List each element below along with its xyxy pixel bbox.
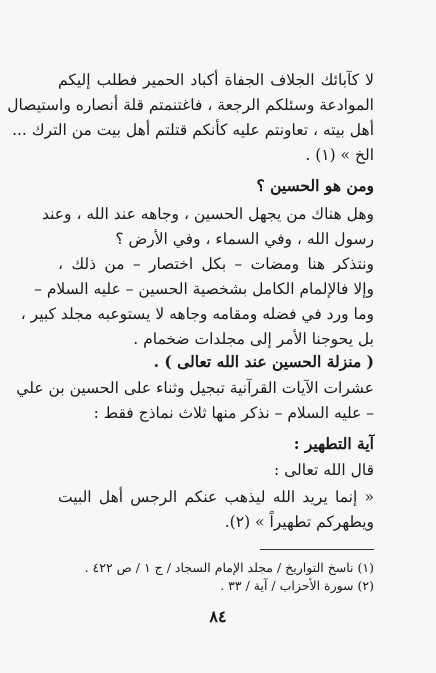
body-line-10: بل يحوجنا الأمر إلى مجلدات ضخمام . (133, 330, 374, 348)
body-line-12: – عليه السلام – نذكر منها ثلاث نماذج فقط : (93, 404, 374, 422)
body-line-1: لا كآبائك الجلاف الجفاة أكباد الحمير فطلب إليكم (58, 71, 374, 89)
body-line-9: وما ورد في فضله ومقامه وجاهه لا يستوعبه مجلد كبير ، (20, 305, 374, 323)
section-heading-purification-verse: آية التطهير : (293, 434, 374, 453)
body-line-13: قال الله تعالى : (273, 461, 374, 479)
footnote-1: (١) ناسخ التواريخ / مجلد الإمام السجاد / ج ١ / ص ٤٢٢ . (84, 560, 374, 575)
body-line-8: وإلا فالإلمام الكامل بشخصية الحسين – عليه السلام – (34, 280, 374, 298)
quran-verse-line-1: « إنما يريد الله ليذهب عنكم الرجس أهل البيت (58, 488, 374, 506)
body-line-7: ونتذكر هنا ومضات – بكل اختصار – من ذلك ، (58, 255, 374, 273)
footnote-2: (٢) سورة الأحزاب / آية / ٣٣ . (220, 578, 374, 593)
body-line-2: الموادعة وسئلكم الرجعة ، فاغتنمتم قلة أنصاره واستيصال (7, 96, 374, 114)
section-heading-who-is-hussein: ومن هو الحسين ؟ (256, 176, 374, 195)
footnote-divider (260, 549, 374, 550)
body-line-3: أهل بيته ، تعاونتم عليه كأنكم قتلتم أهل بيت من الترك ... (12, 121, 374, 139)
body-line-11: عشرات الآيات القرآنية تبجيل وثناء على الحسين بن علي (16, 379, 374, 397)
quran-verse-line-2: ويطهركم تطهيراً » (٢). (224, 513, 374, 531)
body-line-4: الخ » (١) . (305, 146, 374, 164)
body-line-5: وهل هناك من يجهل الحسين ، وجاهه عند الله ، وعند (41, 205, 374, 223)
body-line-6: رسول الله ، وفي السماء ، وفي الأرض ؟ (115, 230, 374, 248)
page-number: ٨٤ (209, 607, 227, 626)
section-heading-status: ( منزلة الحسين عند الله تعالى ) . (153, 352, 374, 371)
